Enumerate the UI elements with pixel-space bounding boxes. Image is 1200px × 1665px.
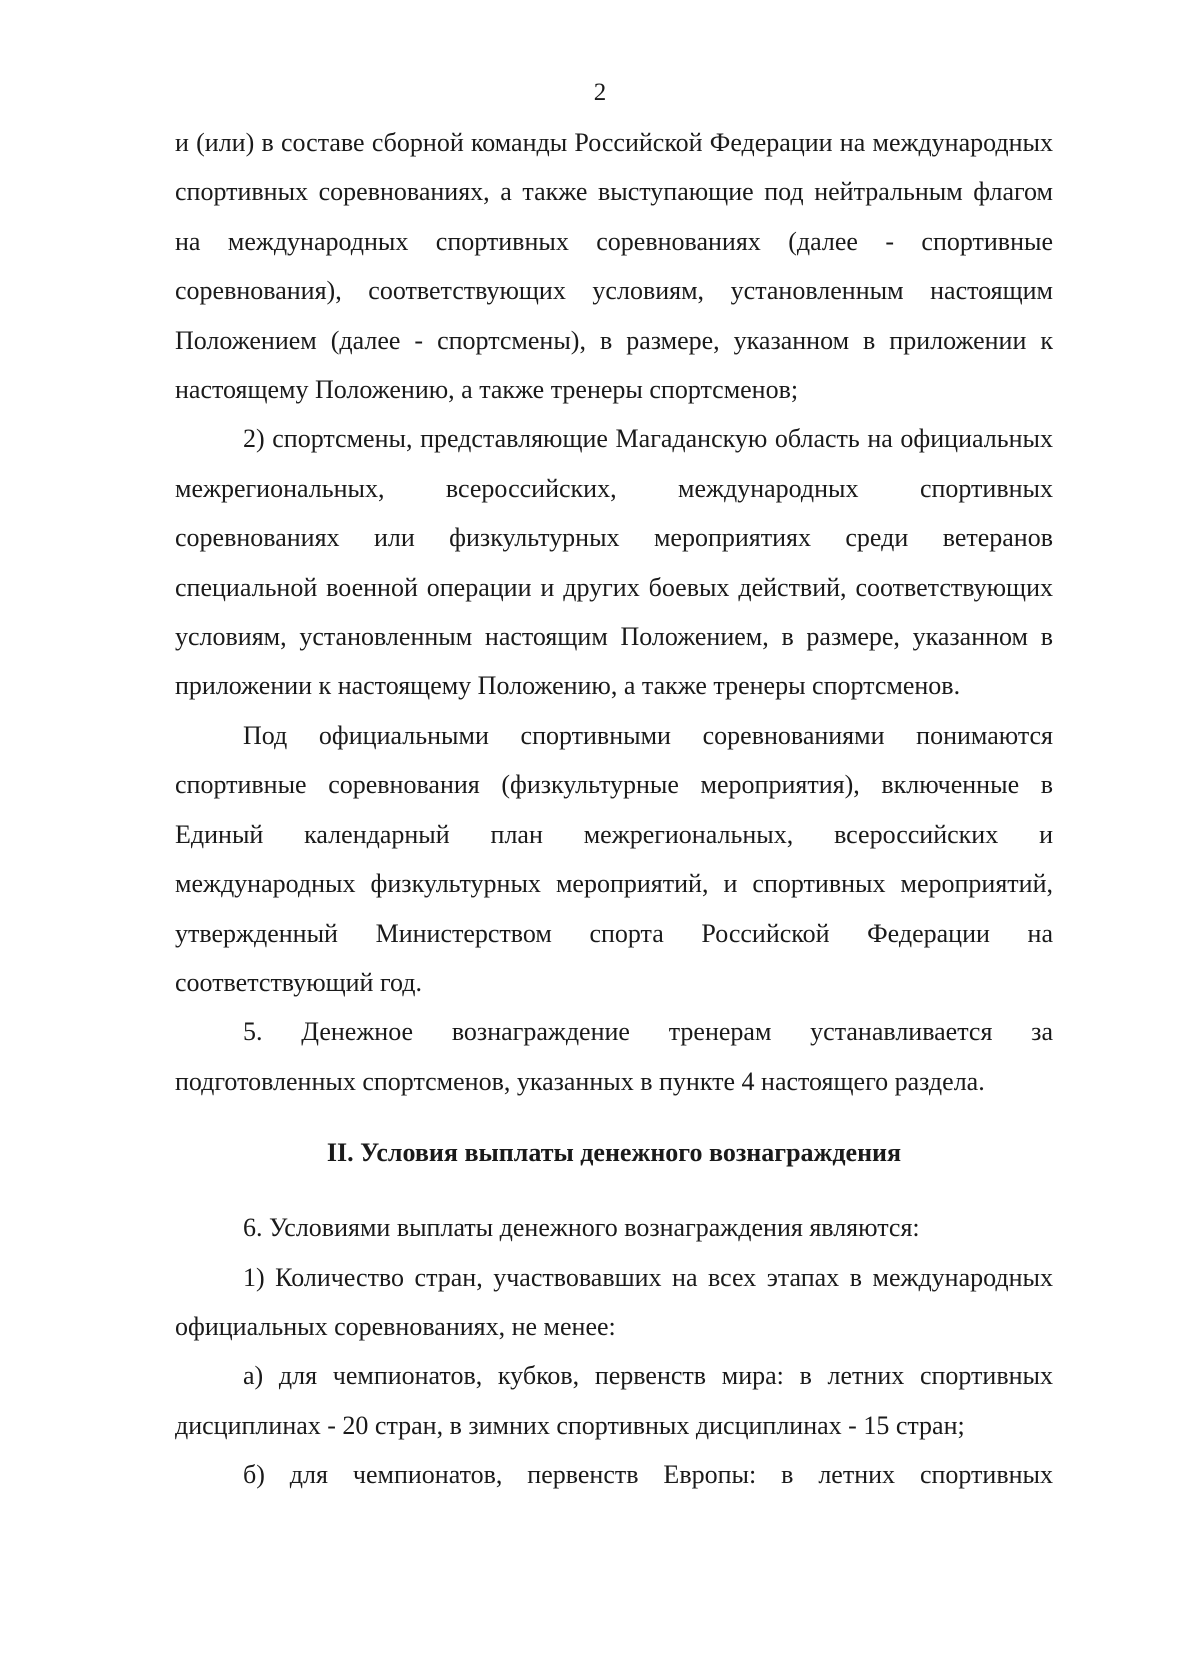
paragraph-definition: Под официальными спортивными соревнованиями понимаются спортивные соревнования (физкультурные мероприятия), включенные в Единый календарный план межрегиональных, всероссийских и международных физкультурных мероприятий, и спортивных мероприятий, утвержденный Министерством спорта Российской Федерации на соответствующий год. [175,720,1053,997]
paragraph-item-6-1: 1) Количество стран, участвовавших на всех этапах в международных официальных соревнованиях, не менее: [175,1262,1053,1341]
page-number: 2 [593,79,607,106]
paragraph-item-6-b: б) для чемпионатов, первенств Европы: в летних спортивных [243,1460,1053,1490]
paragraph-item-6: 6. Условиями выплаты денежного вознаграждения являются: [243,1213,920,1243]
section-heading: II. Условия выплаты денежного вознаграждения [326,1138,902,1168]
document-body [175,118,1053,1500]
paragraph-item-6-a: а) для чемпионатов, кубков, первенств мира: в летних спортивных дисциплинах - 20 стран, в зимних спортивных дисциплинах - 15 стран; [175,1361,1053,1440]
paragraph-item-2: 2) спортсмены, представляющие Магаданскую область на официальных межрегиональных, всероссийских, международных спортивных соревнованиях или физкультурных мероприятиях среди ветеранов специальной военной операции и других боевых действий, соответствующих условиям, установленным настоящим Положением, в размере, указанном в приложении к настоящему Положению, а также тренеры спортсменов. [175,424,1053,701]
paragraph-continuation: и (или) в составе сборной команды Российской Федерации на международных спортивных соревнованиях, а также выступающие под нейтральным флагом на международных спортивных соревнованиях (далее - спортивные соревнования), соответствующих условиям, установленным настоящим Положением (далее - спортсмены), в размере, указанном в приложении к настоящему Положению, а также тренеры спортсменов; [175,128,1053,405]
paragraph-item-5: 5. Денежное вознаграждение тренерам устанавливается за подготовленных спортсменов, указанных в пункте 4 настоящего раздела. [175,1017,1053,1096]
